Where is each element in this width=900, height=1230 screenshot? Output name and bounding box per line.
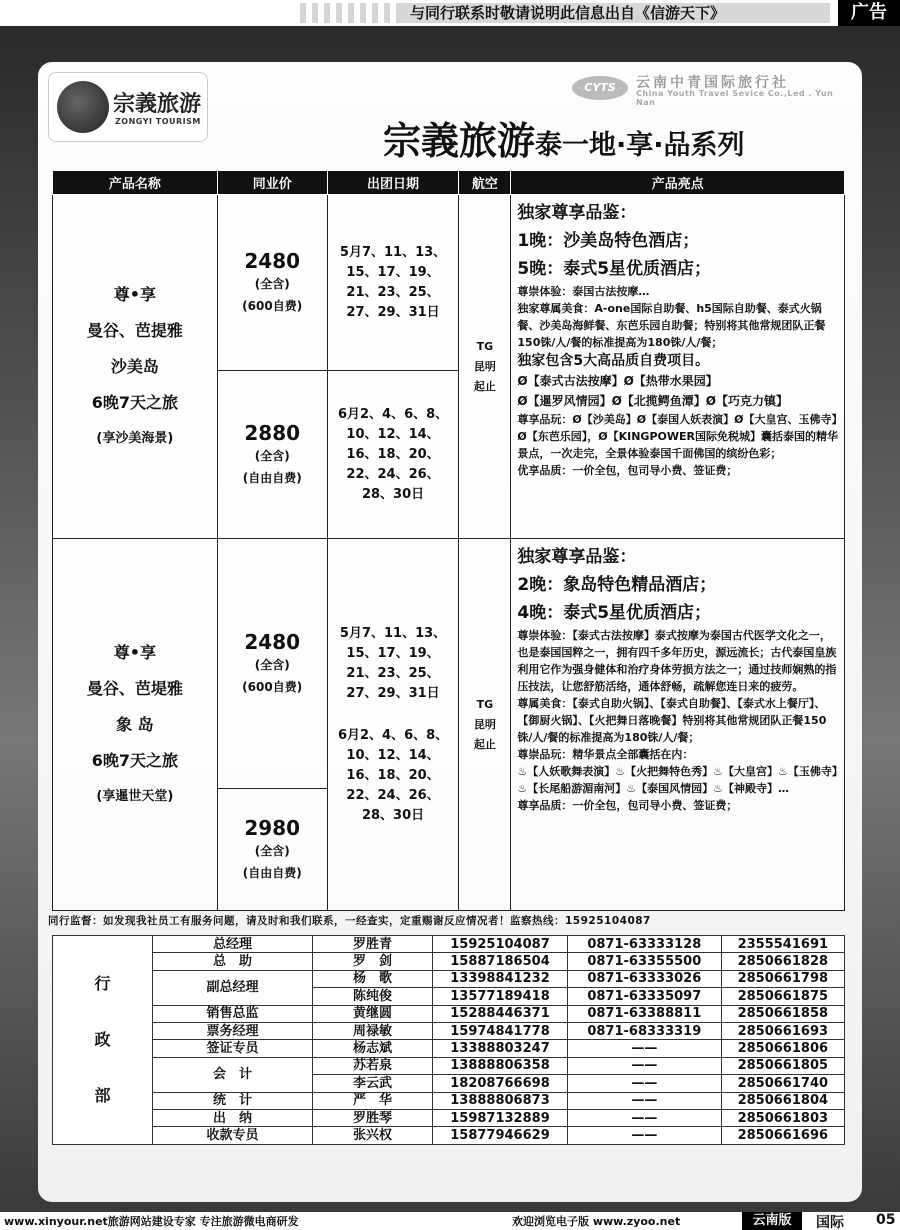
staff-qq: 2850661805 [721, 1057, 844, 1074]
logo-name: 宗義旅游 [113, 92, 202, 117]
highlight-line: 5晚：泰式5星优质酒店； [517, 259, 712, 279]
staff-phone: —— [567, 1075, 721, 1092]
staff-phone: 0871-63335097 [567, 988, 721, 1005]
highlight-line: Ø【泰式古法按摩】Ø【热带水果园】 [517, 374, 718, 388]
staff-phone: —— [567, 1127, 721, 1144]
staff-mobile: 13888806873 [433, 1092, 568, 1109]
product-name-line: 象 岛 [116, 714, 154, 734]
date-group: 6月2、4、6、8、10、12、14、16、18、20、22、24、26、28、30日 [337, 727, 449, 823]
staff-phone: 0871-68333319 [567, 1022, 721, 1039]
price-note: (全含) [254, 657, 290, 672]
staff-qq: 2850661804 [721, 1092, 844, 1109]
staff-mobile: 13577189418 [433, 988, 568, 1005]
footprint-logo-icon [57, 81, 109, 133]
product-name-line: 6晚7天之旅 [91, 750, 179, 770]
page-headline [383, 110, 745, 165]
edition-badge: 云南版 [742, 1212, 802, 1230]
staff-qq: 2850661828 [721, 953, 844, 970]
staff-mobile: 15288446371 [433, 1005, 568, 1022]
dates-cell: 5月7、11、13、15、17、19、21、23、25、27、29、31日 [327, 195, 459, 371]
staff-phone: 0871-63388811 [567, 1005, 721, 1022]
staff-phone: —— [567, 1040, 721, 1057]
staff-phone: —— [567, 1092, 721, 1109]
price-value: 2480 [244, 248, 301, 273]
table-row [53, 1109, 845, 1126]
table-header-row [53, 171, 845, 195]
company-logo [48, 72, 208, 142]
agency-name-en: China Youth Travel Sevice Co.,Led . Yun Nan [636, 89, 834, 107]
staff-position: 出 纳 [153, 1109, 313, 1126]
table-row [53, 1005, 845, 1022]
staff-name: 张兴权 [313, 1127, 433, 1144]
table-row [53, 1057, 845, 1074]
highlight-line: 尊享品质：一价全包，包司导小费、签证费； [517, 799, 738, 812]
staff-mobile: 13398841232 [433, 970, 568, 987]
staff-phone: —— [567, 1057, 721, 1074]
staff-name: 黄继圆 [313, 1005, 433, 1022]
staff-mobile: 13888806358 [433, 1057, 568, 1074]
highlight-line: Ø【暹罗风情园】Ø【北揽鳄鱼潭】Ø【巧克力镇】 [517, 394, 788, 408]
staff-mobile: 15974841778 [433, 1022, 568, 1039]
highlights-cell [511, 539, 845, 911]
airline-cell [459, 195, 511, 539]
product-name-cell [53, 539, 218, 911]
ad-label: 广告 [838, 0, 900, 26]
source-notice: 与同行联系时敬请说明此信息出自《信游天下》 [400, 3, 830, 23]
product-name-line: 曼谷、芭堤雅 [86, 678, 183, 698]
headline-series: 泰一地·享·品系列 [535, 130, 745, 161]
highlight-line: 尊崇品玩：精华景点全部囊括在内： [517, 748, 694, 761]
highlight-line: 独家尊属美食：A-one国际自助餐、h5国际自助餐、泰式火锅餐、沙美岛海鲜餐、东芭乐园自助餐；特别将其他常规团队正餐150铢/人/餐的标准提高为180铢/人/餐； [517, 302, 826, 349]
header-product-name: 产品名称 [53, 171, 218, 195]
product-name-line: 沙美岛 [110, 356, 159, 376]
agency-header [572, 72, 852, 108]
table-row [53, 195, 845, 371]
header-airline: 航空 [459, 171, 511, 195]
staff-phone: —— [567, 1109, 721, 1126]
staff-qq: 2850661693 [721, 1022, 844, 1039]
date-group: 5月7、11、13、15、17、19、21、23、25、27、29、31日 [339, 625, 447, 701]
highlight-line: 独家包含5大高品质自费项目。 [517, 353, 710, 369]
staff-mobile: 15987132889 [433, 1109, 568, 1126]
agency-name-cn: 云南中青国际旅行社 [636, 75, 789, 91]
highlights-cell [511, 195, 845, 539]
agency-mark-icon: CYTS [572, 76, 628, 100]
product-table [52, 170, 845, 911]
header-price: 同业价 [217, 171, 327, 195]
product-name-sub: (享沙美海景) [96, 430, 174, 446]
footer-right-text: 欢迎浏览电子版 www.zyoo.net [512, 1215, 681, 1228]
staff-name: 苏若泉 [313, 1057, 433, 1074]
staff-qq: 2850661798 [721, 970, 844, 987]
staff-table [52, 935, 845, 1145]
staff-position: 会 计 [153, 1057, 313, 1092]
staff-mobile: 15877946629 [433, 1127, 568, 1144]
airline-code: TG [476, 697, 494, 711]
highlight-line: 独家尊享品鉴： [517, 547, 637, 567]
price-cell [217, 195, 327, 371]
product-name-sub: (享暹世天堂) [96, 788, 174, 804]
staff-qq: 2850661740 [721, 1075, 844, 1092]
price-value: 2980 [244, 815, 301, 840]
staff-phone: 0871-63333026 [567, 970, 721, 987]
price-cell [217, 789, 327, 911]
highlight-line: 尊属美食：【泰式自助火锅】、【泰式自助餐】、【泰式水上餐厅】、【御厨火锅】、【火把舞日落晚餐】特别将其他常规团队正餐150铢/人/餐的标准提高为180铢/人/餐； [517, 697, 827, 744]
table-row [53, 1127, 845, 1144]
staff-name: 罗胜青 [313, 936, 433, 953]
staff-name: 李云武 [313, 1075, 433, 1092]
table-row [53, 970, 845, 987]
checker-decoration [300, 3, 410, 23]
staff-mobile: 18208766698 [433, 1075, 568, 1092]
staff-name: 杨 歌 [313, 970, 433, 987]
product-name-line: 尊•享 [113, 284, 156, 304]
department-char: 政 [94, 1029, 111, 1049]
staff-mobile: 15925104087 [433, 936, 568, 953]
highlight-line: ♨【人妖歌舞表演】♨【火把舞特色秀】♨【大皇宫】♨【玉佛寺】♨【长尾船游湄南河】♨【泰国风情园】♨【神殿寺】… [517, 765, 838, 795]
page-footer [0, 1212, 900, 1230]
staff-name: 周禄敏 [313, 1022, 433, 1039]
airline-cell [459, 539, 511, 911]
page-number: 05 [876, 1212, 896, 1228]
staff-phone: 0871-63355500 [567, 953, 721, 970]
highlight-line: 4晚：泰式5星优质酒店； [517, 603, 712, 623]
product-name-line: 6晚7天之旅 [91, 392, 179, 412]
price-value: 2880 [244, 420, 301, 445]
price-value: 2480 [244, 629, 301, 654]
header-dates: 出团日期 [327, 171, 459, 195]
table-row [53, 1040, 845, 1057]
airline-note: 起止 [473, 379, 496, 393]
airline-code: TG [476, 339, 494, 353]
header-highlights: 产品亮点 [511, 171, 845, 195]
section-label: 国际 [816, 1215, 844, 1230]
logo-english: ZONGYI TOURISM [115, 117, 201, 126]
table-row [53, 1022, 845, 1039]
price-note: (全含) [254, 843, 290, 858]
department-char: 行 [94, 973, 111, 993]
staff-name: 罗 剑 [313, 953, 433, 970]
product-name-cell [53, 195, 218, 539]
price-note: (全含) [254, 276, 290, 291]
staff-qq: 2355541691 [721, 936, 844, 953]
highlight-line: 尊享品玩：Ø【沙美岛】Ø【泰国人妖表演】Ø【大皇宫、玉佛寺】Ø【东芭乐园】，Ø【KINGPOWER国际免税城】囊括泰国的精华景点，一次走完，全景体验泰国千面佛国的缤纷色彩； [517, 413, 838, 460]
staff-position: 总 助 [153, 953, 313, 970]
staff-qq: 2850661858 [721, 1005, 844, 1022]
staff-name: 严 华 [313, 1092, 433, 1109]
staff-position: 销售总监 [153, 1005, 313, 1022]
staff-qq: 2850661803 [721, 1109, 844, 1126]
price-note: (自由自费) [242, 865, 302, 880]
highlight-line: 尊崇体验：泰国古法按摩… [517, 285, 650, 298]
staff-qq: 2850661696 [721, 1127, 844, 1144]
highlight-line: 优享品质：一价全包，包司导小费、签证费； [517, 464, 738, 477]
table-row [53, 953, 845, 970]
highlight-line: 1晚：沙美岛特色酒店； [517, 231, 700, 251]
dates-cell: 6月2、4、6、8、10、12、14、16、18、20、22、24、26、28、30日 [327, 371, 459, 539]
staff-position: 票务经理 [153, 1022, 313, 1039]
footer-left-text: www.xinyour.net旅游网站建设专家 专注旅游微电商研发 [4, 1215, 299, 1228]
highlight-line: 尊崇体验：【泰式古法按摩】泰式按摩为泰国古代医学文化之一，也是泰国国粹之一，拥有四千多年历史，源远流长；古代泰国皇族利用它作为强身健体和治疗身体劳损方法之一；通过技师娴熟的指压技法，让您舒筋活络，通体舒畅，疏解您连日来的疲劳。 [517, 629, 837, 693]
headline-brand: 宗義旅游 [383, 119, 536, 163]
table-row [53, 1092, 845, 1109]
highlight-line: 2晚：象岛特色精品酒店； [517, 575, 717, 595]
price-note: (自由自费) [242, 470, 302, 485]
staff-position: 收款专员 [153, 1127, 313, 1144]
staff-name: 陈纯俊 [313, 988, 433, 1005]
price-cell [217, 371, 327, 539]
staff-mobile: 15887186504 [433, 953, 568, 970]
department-char: 部 [94, 1085, 111, 1105]
staff-position: 统 计 [153, 1092, 313, 1109]
staff-name: 杨志斌 [313, 1040, 433, 1057]
airline-note: 起止 [473, 737, 496, 751]
dates-cell [327, 539, 459, 911]
price-note: (600自费) [242, 679, 303, 694]
price-cell [217, 539, 327, 789]
table-row [53, 936, 845, 953]
staff-position: 副总经理 [153, 970, 313, 1005]
product-name-line: 尊•享 [113, 642, 156, 662]
price-note: (600自费) [242, 298, 303, 313]
staff-position: 总经理 [153, 936, 313, 953]
staff-qq: 2850661875 [721, 988, 844, 1005]
staff-name: 罗胜琴 [313, 1109, 433, 1126]
staff-phone: 0871-63333128 [567, 936, 721, 953]
staff-position: 签证专员 [153, 1040, 313, 1057]
airline-city: 昆明 [473, 717, 496, 731]
staff-qq: 2850661806 [721, 1040, 844, 1057]
product-name-line: 曼谷、芭提雅 [86, 320, 183, 340]
top-banner [0, 0, 900, 26]
highlight-line: 独家尊享品鉴： [517, 203, 637, 223]
price-note: (全含) [254, 448, 290, 463]
table-row [53, 539, 845, 789]
supervision-notice: 同行监督：如发现我社员工有服务问题，请及时和我们联系，一经查实，定重赐谢反应情况者！监察热线：15925104087 [48, 915, 651, 927]
airline-city: 昆明 [473, 359, 496, 373]
staff-mobile: 13388803247 [433, 1040, 568, 1057]
department-cell [53, 936, 153, 1145]
